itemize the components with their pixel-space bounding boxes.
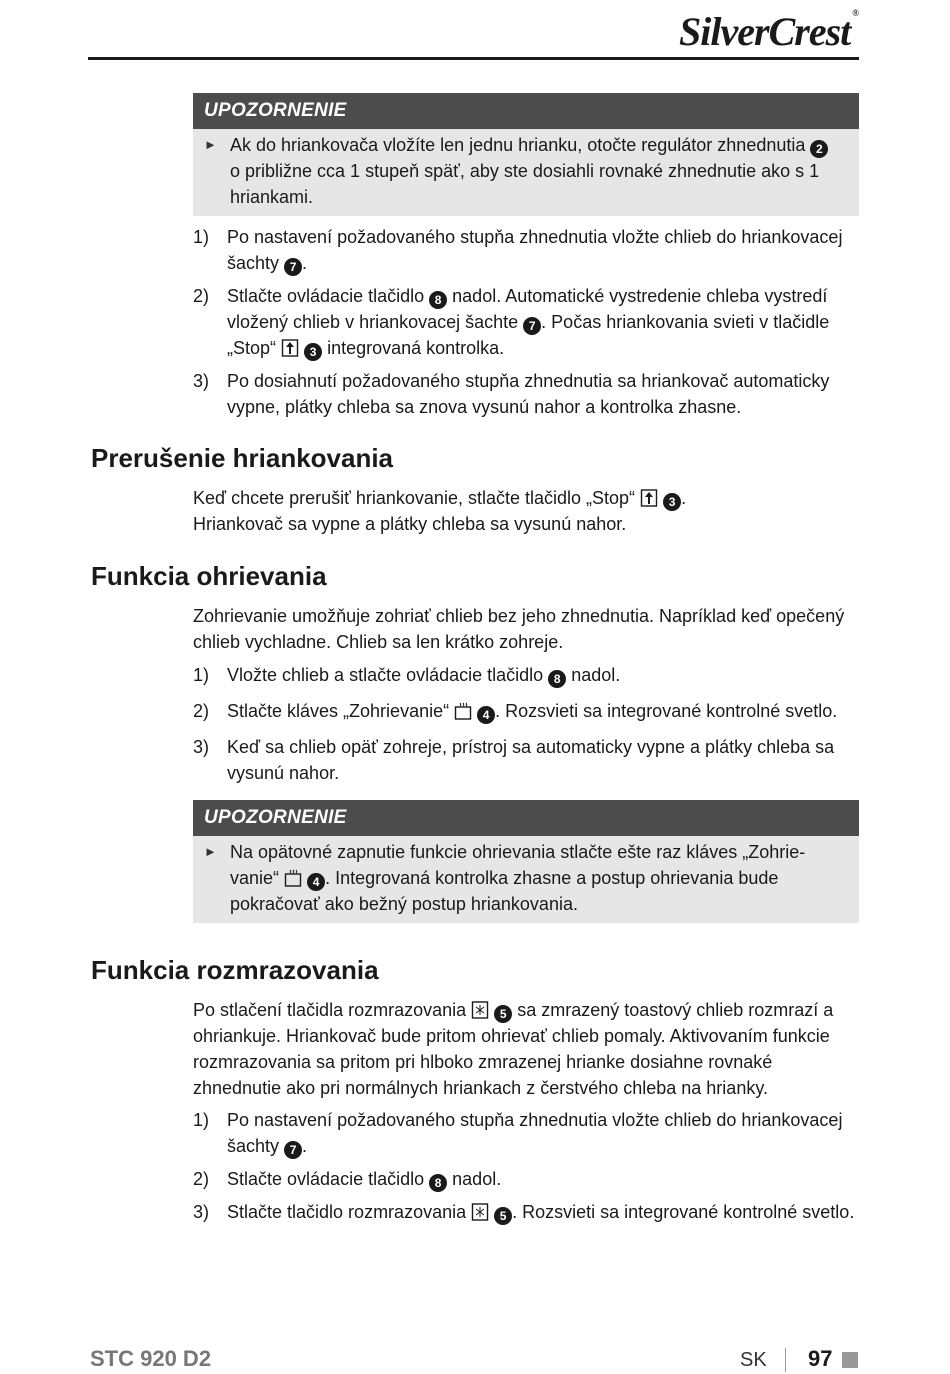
list-item: 3) Keď sa chlieb opäť zohreje, prístroj sa automaticky vypne a plátky chleba sa vysunú nahor.	[193, 737, 835, 783]
list-item: 3) Stlačte tlačidlo rozmrazovania 5 . Rozsvieti sa integrované kontrolné svetlo.	[193, 1202, 855, 1223]
bullet-triangle-icon: ►	[204, 844, 217, 859]
footer-divider	[785, 1348, 786, 1372]
defrost-intro: Po stlačení tlačidla rozmrazovania 5 sa zmrazený toastový chlieb rozmrazí a ohriankuje. Hriankovač bude pritom ohrievať chlieb pomaly. Aktivovaním funkcie rozmrazovania sa pritom pri hlboko zmrazenej hrianke dosiahne rovnaké zhnednutie ako pri normálnych hriankach z čerstvého chleba na hrianky.	[193, 1000, 834, 1098]
ref-number: 8	[429, 291, 447, 309]
ref-number: 7	[523, 317, 541, 335]
list-item: 2) Stlačte ovládacie tlačidlo 8 nadol.	[193, 1169, 502, 1190]
ref-number: 5	[494, 1207, 512, 1225]
page-number: 97	[808, 1346, 833, 1371]
ref-number: 7	[284, 1141, 302, 1159]
ref-number: 5	[494, 1005, 512, 1023]
defrost-icon	[471, 1000, 489, 1020]
bullet-triangle-icon: ►	[204, 137, 217, 152]
list-item: 1) Po nastavení požadovaného stupňa zhnednutia vložte chlieb do hriankovacej šachty 7 .	[193, 1110, 843, 1157]
steps-list-1	[193, 224, 859, 427]
ref-number: 3	[663, 493, 681, 511]
ref-number: 4	[307, 873, 325, 891]
stop-icon	[640, 488, 658, 508]
notice-box-1	[193, 93, 859, 216]
defrost-icon	[471, 1202, 489, 1222]
warm-icon	[454, 701, 472, 721]
brand-logo: SilverCrest ®	[679, 8, 858, 54]
notice-title: UPOZORNENIE	[193, 93, 859, 129]
notice-title: UPOZORNENIE	[193, 800, 859, 836]
section-heading-defrost: Funkcia rozmrazovania	[91, 955, 379, 985]
ref-number: 8	[548, 670, 566, 688]
section-heading-warm: Funkcia ohrievania	[91, 561, 327, 591]
list-item: 3) Po dosiahnutí požadovaného stupňa zhnednutia sa hriankovač automaticky vypne, plátky chleba sa znova vysunú nahor a kontrolka zhasne.	[193, 371, 830, 417]
ref-number: 2	[810, 140, 828, 158]
ref-number: 8	[429, 1174, 447, 1192]
notice-body: ► Na opätovné zapnutie funkcie ohrievania stlačte ešte raz kláves „Zohrie-vanie“ 4 . Integrovaná kontrolka zhasne a postup ohrievania bude pokračovať ako bežný postup hriankovania.	[193, 836, 859, 923]
list-item: 1) Vložte chlieb a stlačte ovládacie tlačidlo 8 nadol.	[193, 665, 621, 686]
notice-body: ► Ak do hriankovača vložíte len jednu hrianku, otočte regulátor zhnednutia 2 o približne cca 1 stupeň späť, aby ste dosiahli rovnaké zhnednutie ako s 1 hriankami.	[193, 129, 859, 216]
footer-square-mark	[842, 1352, 858, 1368]
header-rule	[88, 57, 859, 60]
list-item: 2) Stlačte ovládacie tlačidlo 8 nadol. Automatické vystredenie chleba vystredí vložený chlieb v hriankovacej šachte 7 . Počas hriankovania svieti v tlačidle „Stop“ 3 integrovaná kontrolka.	[193, 286, 830, 359]
stop-icon	[281, 338, 299, 358]
ref-number: 3	[304, 343, 322, 361]
warm-icon	[284, 868, 302, 888]
steps-list-defrost	[193, 1107, 859, 1232]
steps-list-warm	[193, 662, 859, 793]
ref-number: 4	[477, 706, 495, 724]
ref-number: 7	[284, 258, 302, 276]
list-item: 2) Stlačte kláves „Zohrievanie“ 4 . Rozsvieti sa integrované kontrolné svetlo.	[193, 701, 838, 722]
warm-intro: Zohrievanie umožňuje zohriať chlieb bez jeho zhnednutia. Napríklad keď opečený chlieb vychladne. Chlieb sa len krátko zohreje.	[193, 606, 845, 652]
footer-language: SK	[740, 1349, 767, 1371]
interrupt-paragraph: Keď chcete prerušiť hriankovanie, stlačte tlačidlo „Stop“ 3 . Hriankovač sa vypne a plátky chleba sa vysunú nahor.	[193, 488, 687, 534]
footer-model: STC 920 D2	[90, 1346, 212, 1371]
notice-box-2	[193, 800, 859, 923]
list-item: 1) Po nastavení požadovaného stupňa zhnednutia vložte chlieb do hriankovacej šachty 7 .	[193, 227, 843, 274]
section-heading-interrupt: Prerušenie hriankovania	[91, 443, 394, 473]
